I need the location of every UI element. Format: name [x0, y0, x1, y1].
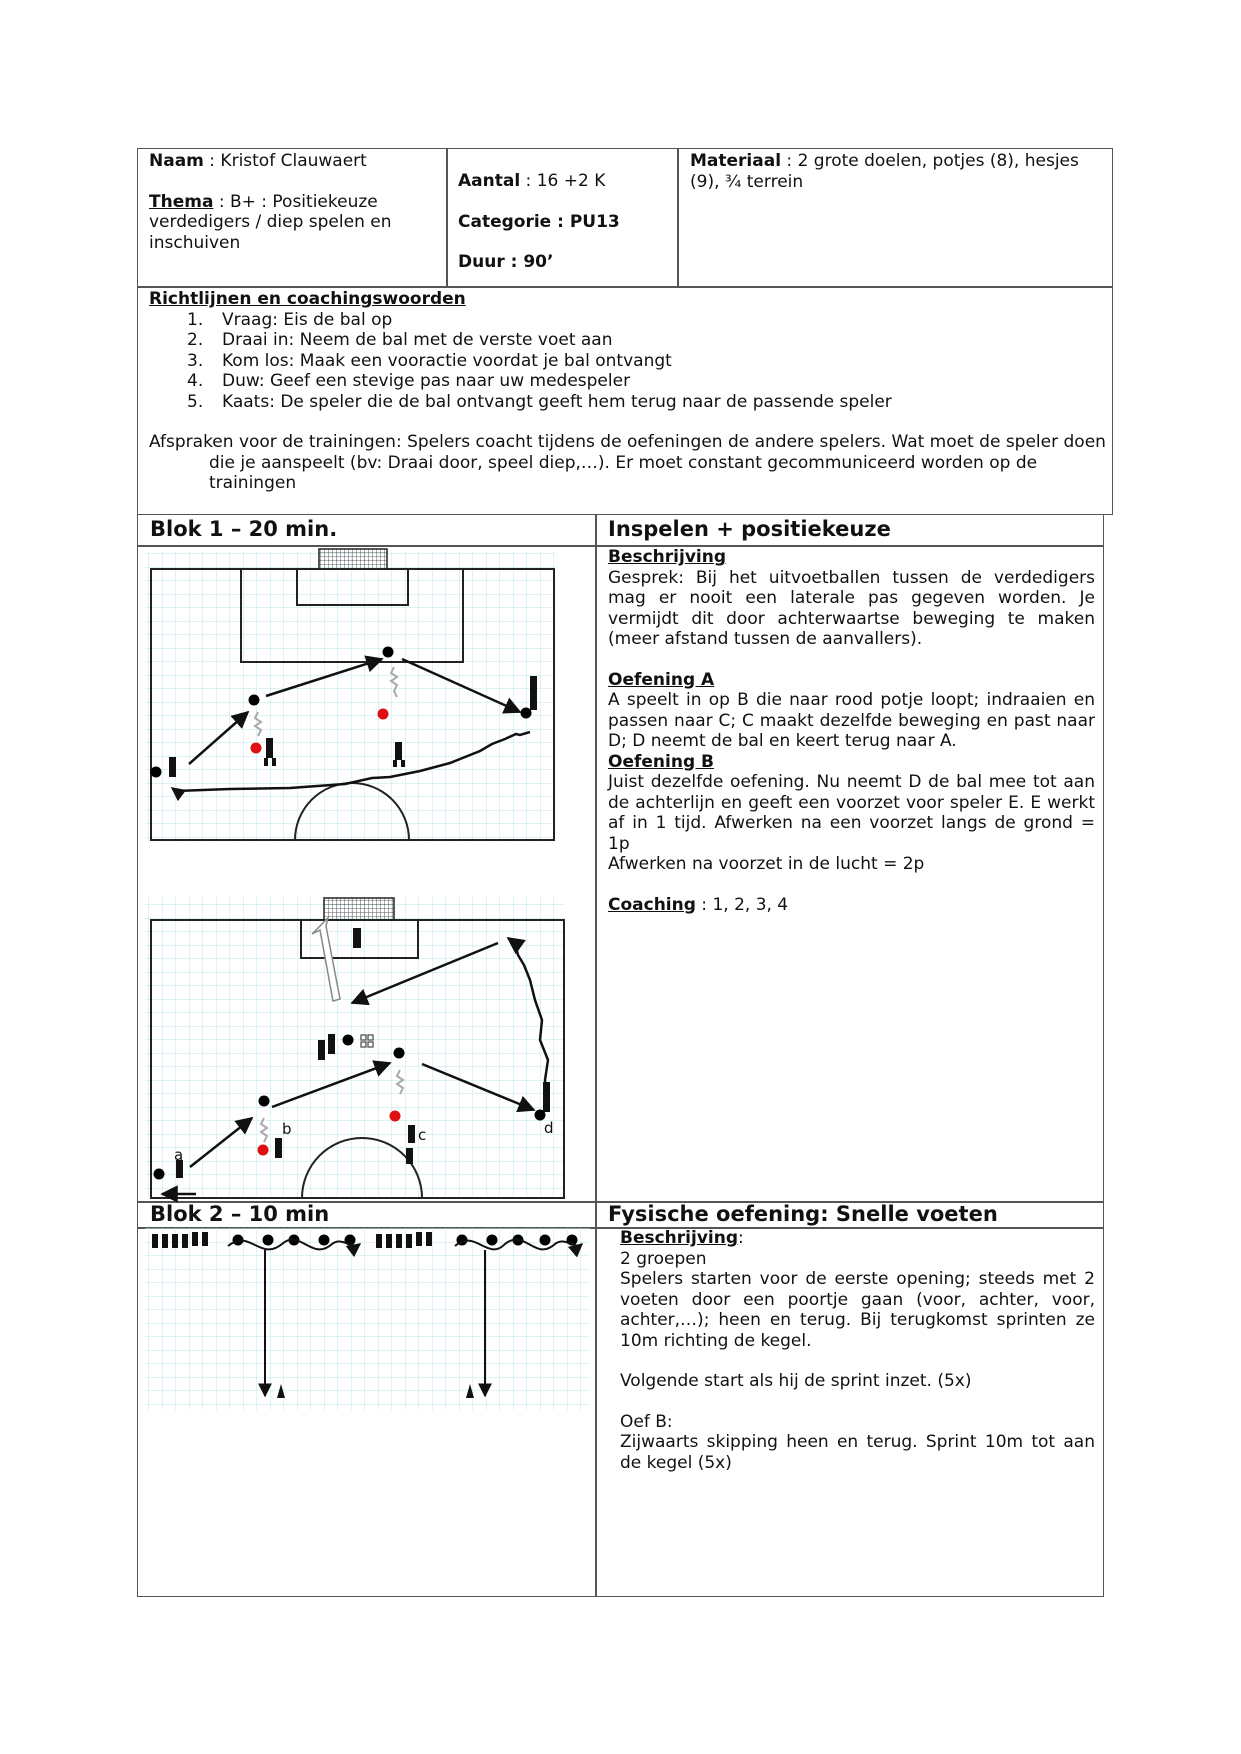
guideline-number: 1. [187, 309, 204, 330]
guideline-number: 2. [187, 330, 204, 350]
beschrijving-label: Beschrijving [608, 547, 727, 567]
blok2-description: Beschrijving: 2 groepen Spelers starten voor de eerste opening; steeds met 2 voeten door een poortje gaan (voor, achter, voor, achter,…); heen en terug. Bij terugkomst sprinten ze 10m richting de kegel. Volgende start als hij de sprint inzet. (5x) Oef B: Zijwaarts skipping heen en terug. Sprint 10m tot aan de kegel (5x) [620, 1228, 1095, 1473]
guideline-number: 3. [187, 350, 204, 371]
blok2-oef-b-text: Zijwaarts skipping heen en terug. Sprint 10m tot aan de kegel (5x) [620, 1432, 1095, 1473]
guideline-text: Kom los: Maak een vooractie voordat je bal ontvangt [222, 350, 672, 371]
diagram-label-d: d [544, 1119, 554, 1137]
blok2-beschrijving-label: Beschrijving [620, 1228, 739, 1248]
materiaal-label: Materiaal [690, 151, 782, 171]
blok2-oef-b-label: Oef B: [620, 1411, 673, 1432]
naam-label: Naam [149, 151, 204, 171]
thema-line-3: inschuiven [149, 232, 241, 253]
guideline-text: Draai in: Neem de bal met de verste voet aan [222, 330, 613, 350]
blok2-title: Blok 2 – 10 min [150, 1202, 330, 1226]
goal-net [319, 549, 387, 569]
thema-line-1: : B+ : Positiekeuze [213, 191, 378, 212]
groepen-text: 2 groepen [620, 1248, 707, 1269]
aantal-value: : 16 +2 K [520, 171, 606, 191]
oefening-b-label: Oefening B [608, 751, 714, 772]
blok2-text-1: Spelers starten voor de eerste opening; steeds met 2 voeten door een poortje gaan (voor, achter, voor, achter,…); heen en terug. Bij terugkomst sprinten ze 10m richting de kegel. [620, 1269, 1095, 1351]
diagram-oefening-a [145, 549, 555, 842]
gesprek-text: Gesprek: Bij het uitvoetballen tussen de verdedigers mag er nooit een laterale pas gegeven worden. Je vermijdt dit door achterwaartse beweging te maken (meer afstand tussen de aanvallers). [608, 567, 1095, 649]
categorie-value: : PU13 [551, 211, 620, 232]
diagram-snelle-voeten [145, 1228, 590, 1410]
diagram-oefening-b [145, 896, 565, 1198]
guideline-text: Kaats: De speler die de bal ontvangt geeft hem terug naar de passende speler [222, 391, 892, 412]
diagram-label-c: c [418, 1126, 427, 1144]
blok1-title: Blok 1 – 20 min. [150, 517, 338, 541]
thema-label: Thema [149, 191, 214, 212]
thema-line-2: verdedigers / diep spelen en [149, 212, 392, 232]
afspraken-line-1: Afspraken voor de trainingen: Spelers coacht tijdens de oefeningen de andere spelers. Wat moet de speler doen [149, 432, 1106, 452]
categorie-label: Categorie [458, 211, 552, 232]
blok2-text-2: Volgende start als hij de sprint inzet. (5x) [620, 1371, 972, 1391]
oefening-b-text-2: Afwerken na voorzet in de lucht = 2p [608, 854, 925, 874]
guideline-text: Vraag: Eis de bal op [222, 309, 393, 330]
diagram-label-b: b [282, 1120, 292, 1138]
coaching-value: : 1, 2, 3, 4 [695, 894, 789, 915]
coaching-label: Coaching [608, 894, 696, 915]
materiaal-line-1: : 2 grote doelen, potjes (8), hesjes [781, 151, 1079, 171]
afspraken-line-2: die je aanspeelt (bv: Draai door, speel diep,…). Er moet constant gecommuniceerd worden op de [209, 452, 1038, 473]
guideline-number: 4. [187, 371, 204, 391]
oefening-a-label: Oefening A [608, 669, 715, 690]
materiaal-line-2: (9), ¾ terrein [690, 171, 804, 192]
blok1-subject: Inspelen + positiekeuze [608, 517, 891, 541]
afspraken-line-3: trainingen [209, 473, 297, 493]
guideline-number: 5. [187, 391, 204, 412]
oefening-a-text: A speelt in op B die naar rood potje loopt; indraaien en passen naar C; C maakt dezelfde beweging en past naar D; D neemt de bal en keert terug naar A. [608, 690, 1095, 751]
blok2-subject: Fysische oefening: Snelle voeten [608, 1202, 998, 1226]
diagram-label-a: a [174, 1146, 184, 1164]
duur-value: Duur : 90’ [458, 252, 554, 272]
goal-net-2 [324, 898, 394, 920]
guideline-text: Duw: Geef een stevige pas naar uw medespeler [222, 371, 631, 391]
naam-value: : Kristof Clauwaert [203, 151, 367, 171]
oefening-b-text: Juist dezelfde oefening. Nu neemt D de bal mee tot aan de achterlijn en geeft een voorzet voor speler E. E werkt af in 1 tijd. Afwerken na een voorzet langs de grond = 1p [608, 772, 1095, 854]
guidelines-title: Richtlijnen en coachingswoorden [149, 289, 466, 309]
aantal-label: Aantal [458, 171, 521, 191]
